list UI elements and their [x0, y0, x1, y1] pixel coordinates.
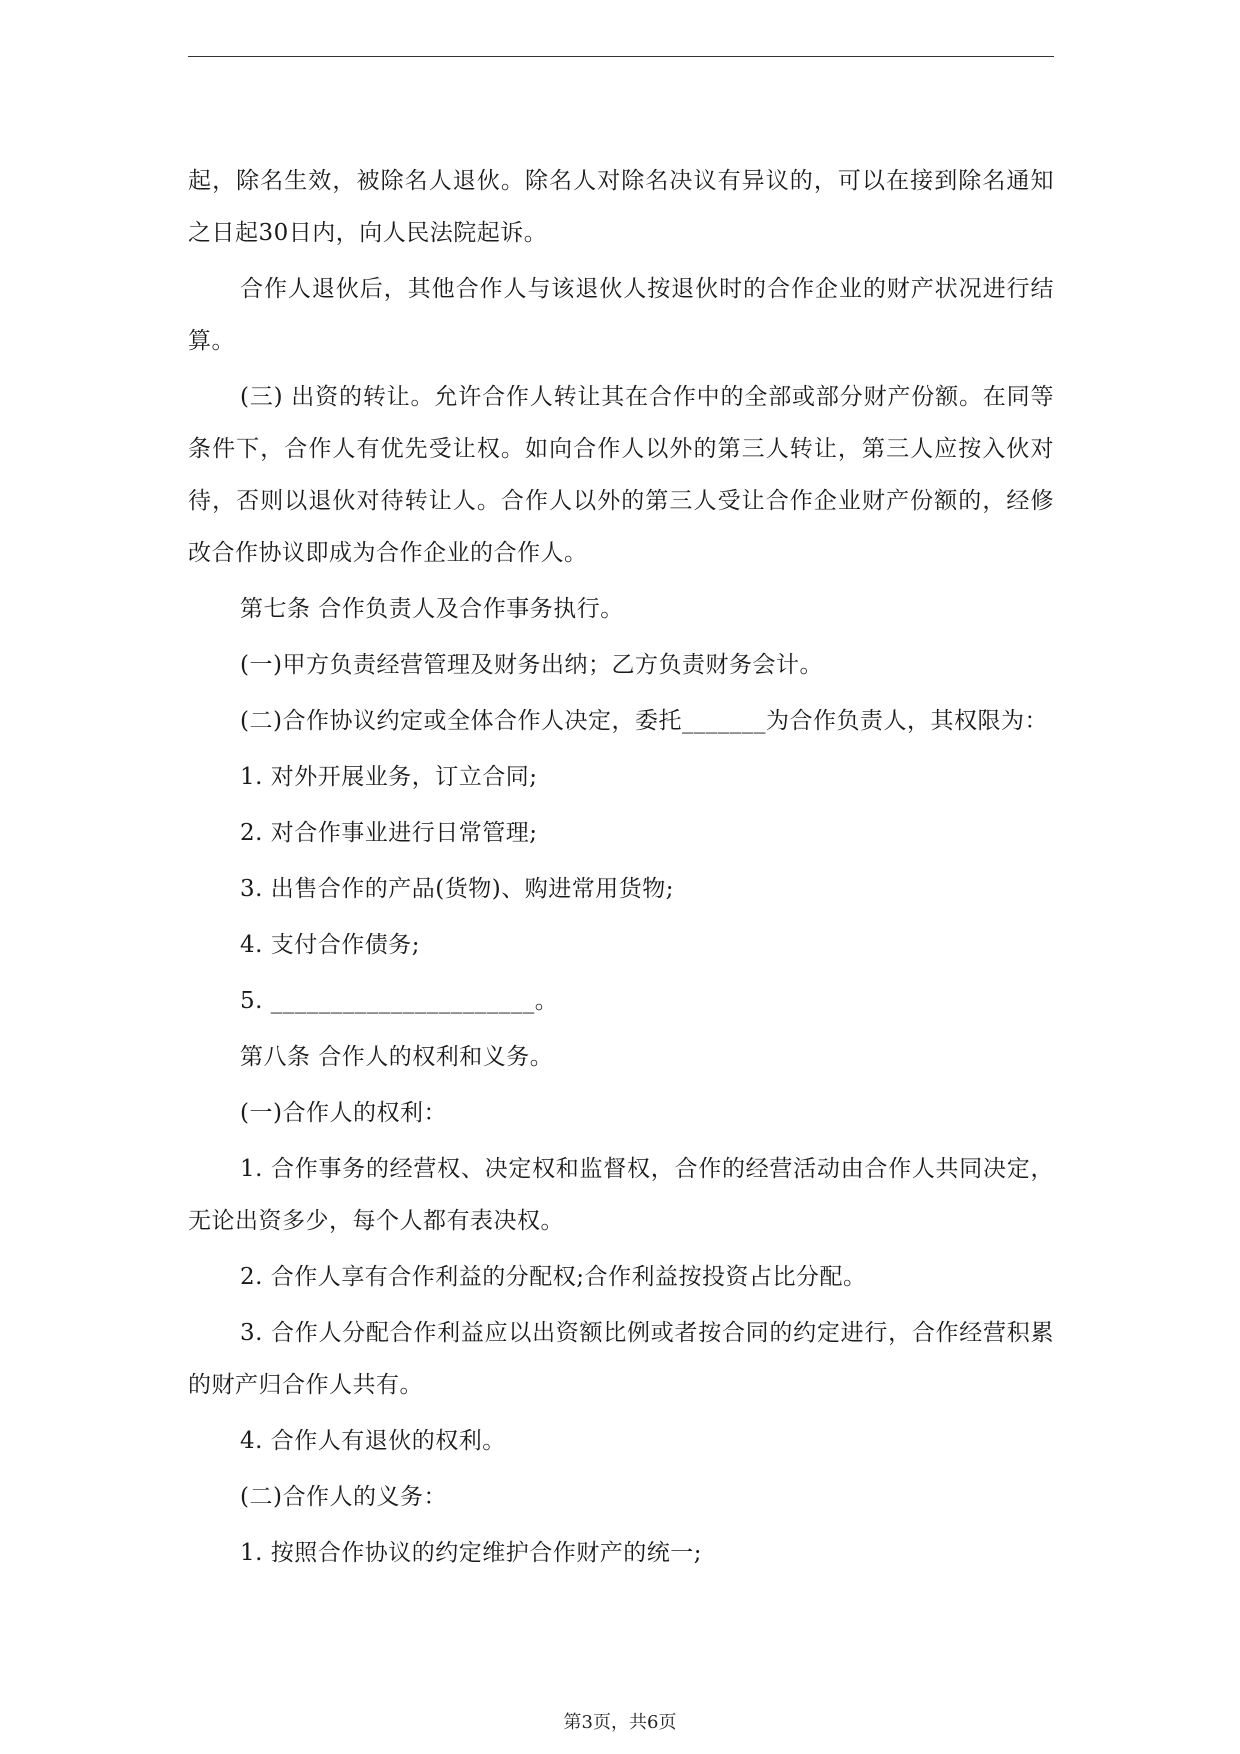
list-item: 1. 合作事务的经营权、决定权和监督权，合作的经营活动由合作人共同决定，无论出资多少，每个人都有表决权。 — [188, 1156, 1054, 1234]
list-item: 3. 合作人分配合作利益应以出资额比例或者按合同的约定进行，合作经营积累的财产归合作人共有。 — [188, 1320, 1054, 1398]
header-rule — [188, 56, 1054, 57]
section-heading-article-8: 第八条 合作人的权利和义务。 — [240, 1044, 554, 1070]
list-item: 5. ______________________。 — [240, 988, 559, 1014]
list-item: 4. 合作人有退伙的权利。 — [240, 1428, 506, 1454]
subsection-heading: (一)合作人的权利： — [240, 1100, 447, 1126]
list-item: 1. 对外开展业务，订立合同; — [240, 764, 538, 790]
list-item: 2. 合作人享有合作利益的分配权;合作利益按投资占比分配。 — [240, 1264, 867, 1290]
paragraph: 起，除名生效，被除名人退伙。除名人对除名决议有异议的，可以在接到除名通知之日起30日内，向人民法院起诉。 — [188, 168, 1054, 246]
paragraph: (三) 出资的转让。允许合作人转让其在合作中的全部或部分财产份额。在同等条件下，合作人有优先受让权。如向合作人以外的第三人转让，第三人应按入伙对待，否则以退伙对待转让人。合作人以外的第三人受让合作企业财产份额的，经修改合作协议即成为合作企业的合作人。 — [188, 384, 1054, 566]
list-item: 2. 对合作事业进行日常管理; — [240, 820, 538, 846]
section-heading-article-7: 第七条 合作负责人及合作事务执行。 — [240, 596, 624, 622]
paragraph: 合作人退伙后，其他合作人与该退伙人按退伙时的合作企业的财产状况进行结算。 — [188, 276, 1054, 354]
paragraph: (二)合作协议约定或全体合作人决定，委托_______为合作负责人，其权限为： — [240, 708, 1048, 734]
document-body — [188, 155, 1054, 1579]
page-number-footer: 第3页，共6页 — [563, 1712, 677, 1733]
list-item: 4. 支付合作债务; — [240, 932, 421, 958]
subsection-heading: (二)合作人的义务： — [240, 1484, 447, 1510]
paragraph: (一)甲方负责经营管理及财务出纳；乙方负责财务会计。 — [240, 652, 823, 678]
list-item: 3. 出售合作的产品(货物)、购进常用货物; — [240, 876, 674, 902]
list-item: 1. 按照合作协议的约定维护合作财产的统一; — [240, 1540, 703, 1566]
